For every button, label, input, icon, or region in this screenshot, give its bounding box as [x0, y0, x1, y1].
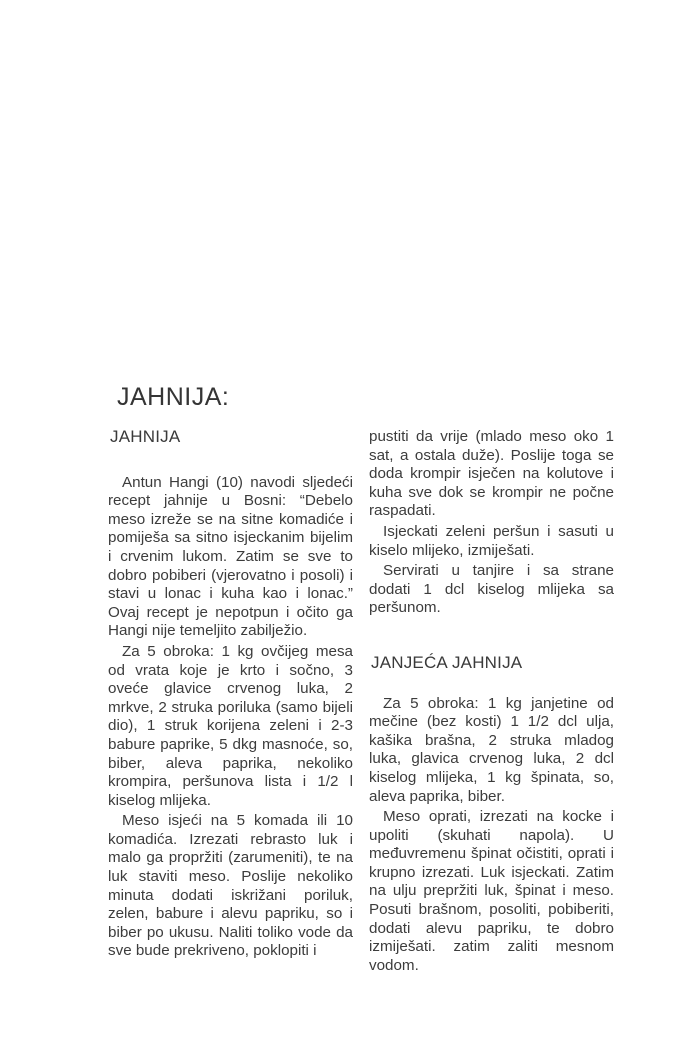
paragraph-preparation: Meso isjeći na 5 komada ili 10 komadića. Izrezati rebrasto luk i malo ga propržiti (zarumeniti), te na luk staviti meso. Poslije nekoliko minuta dodati iskrižani poriluk, zelen, babure i alevu papriku, so i biber po ukusu. Naliti toliko vode da sve bude prekriveno, poklopiti i	[108, 812, 353, 960]
paragraph-parsley: Isjeckati zeleni peršun i sasuti u kiselo mlijeko, izmiješati.	[369, 522, 614, 559]
paragraph-ingredients: Za 5 obroka: 1 kg ovčijeg mesa od vrata koje je krto i sočno, 3 oveće glavice crvenog luka, 2 mrkve, 2 struka poriluka (samo bijeli dio), 1 struk korijena zeleni i 2-3 babure paprike, 5 dkg masnoće, so, biber, aleva paprika, nekoliko krompira, peršunova lista i 1/2 l kiselog mlijeka.	[108, 642, 353, 809]
right-column	[369, 428, 614, 977]
paragraph-intro: Antun Hangi (10) navodi sljedeći recept jahnije u Bosni: “Debelo meso izreže se na sitne komadiće i pomiješa sa sitno isjeckanim bijelim i crvenim lukom. Zatim se sve to dobro pobiberi (vjerovatno i posoli) i stavi u lonac i kuha kao i lonac.” Ovaj recept je nepotpun i očito ga Hangi nije temeljito zabilježio.	[108, 473, 353, 640]
section-title-janjeca-jahnija: JANJEĆA JAHNIJA	[371, 652, 523, 672]
paragraph-serving: Servirati u tanjire i sa strane dodati 1 dcl kiselog mlijeka sa peršunom.	[369, 562, 614, 617]
paragraph-lamb-ingredients: Za 5 obroka: 1 kg janjetine od mečine (bez kosti) 1 1/2 dcl ulja, kašika brašna, 2 struka mladog luka, glavica crvenog luka, 2 dcl kiselog mlijeka, 1 kg špinata, so, aleva paprika, biber.	[369, 694, 614, 805]
page-title: JAHNIJA:	[117, 382, 230, 411]
paragraph-lamb-preparation: Meso oprati, izrezati na kocke i upoliti (skuhati napola). U međuvremenu špinat očistiti, oprati i krupno izrezati. Luk isjeckati. Zatim na ulju prepržiti luk, špinat i meso. Posuti brašnom, posoliti, pobiberiti, dodati alevu papriku, te dobro izmiješati. zatim zaliti mesnom vodom.	[369, 808, 614, 974]
left-column	[108, 428, 353, 963]
paragraph-preparation-continued: pustiti da vrije (mlado meso oko 1 sat, a ostala duže). Poslije toga se doda krompir isječen na kolutove i kuha sve dok se krompir ne počne raspadati.	[369, 428, 614, 520]
section-title-jahnija: JAHNIJA	[110, 427, 181, 446]
